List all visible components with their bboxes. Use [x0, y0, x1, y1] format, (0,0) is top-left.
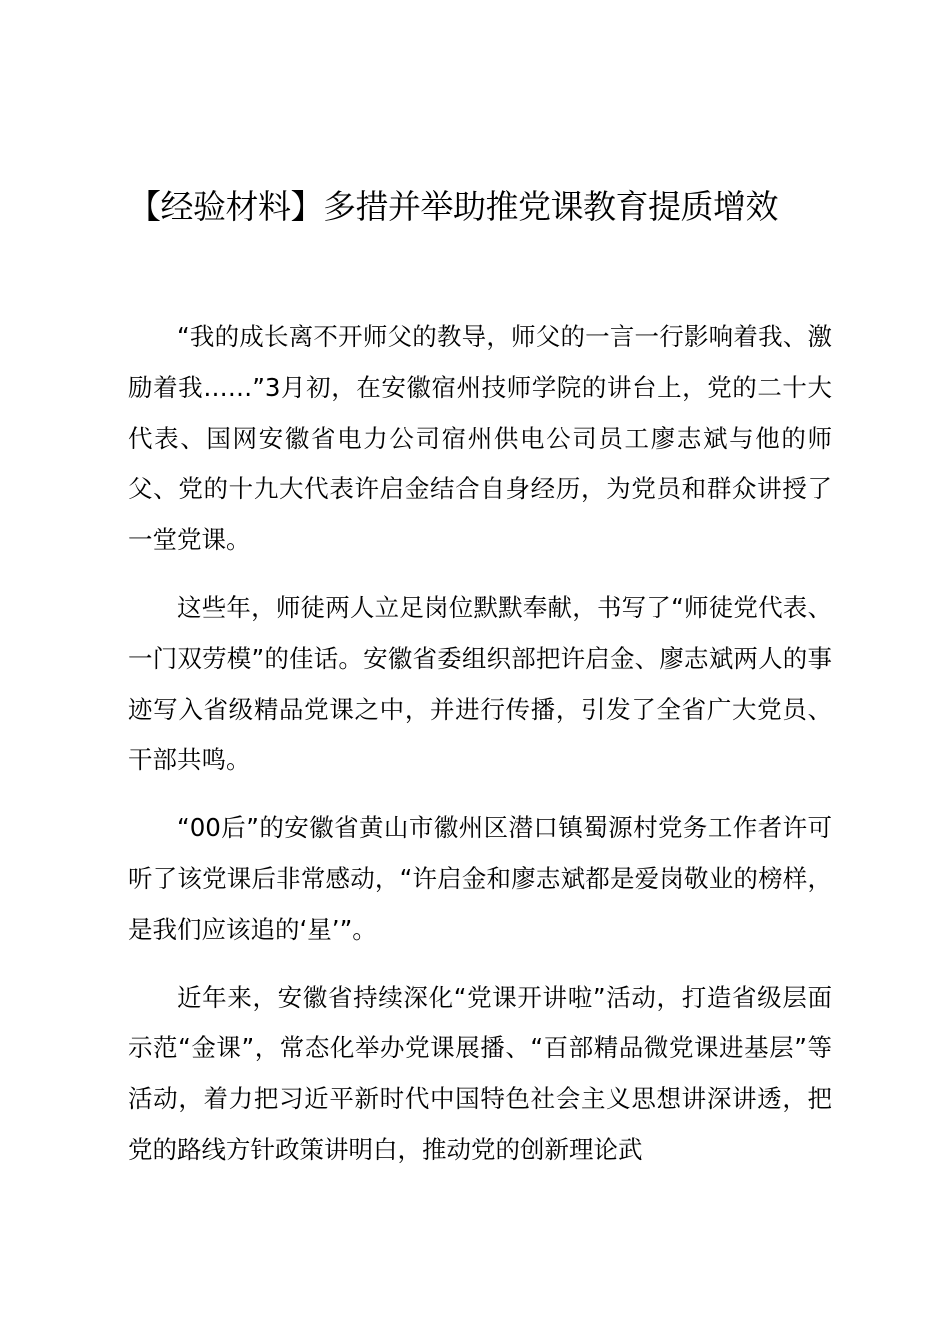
document-title: 【经验材料】多措并举助推党课教育提质增效 — [128, 187, 778, 226]
paragraph: 这些年，师徒两人立足岗位默默奉献，书写了“师徒党代表、一门双劳模”的佳话。安徽省委组织部把许启金、廖志斌两人的事迹写入省级精品党课之中，并进行传播，引发了全省广大党员、干部共鸣。 — [128, 592, 832, 775]
document-body — [128, 312, 832, 1193]
paragraph: “我的成长离不开师父的教导，师父的一言一行影响着我、激励着我……”3月初，在安徽宿州技师学院的讲台上，党的二十大代表、国网安徽省电力公司宿州供电公司员工廖志斌与他的师父、党的十九大代表许启金结合自身经历，为党员和群众讲授了一堂党课。 — [128, 322, 832, 555]
paragraph: “00后”的安徽省黄山市徽州区潜口镇蜀源村党务工作者许可听了该党课后非常感动，“许启金和廖志斌都是爱岗敬业的榜样，是我们应该追的‘星’”。 — [128, 813, 832, 944]
paragraph: 近年来，安徽省持续深化“党课开讲啦”活动，打造省级层面示范“金课”，常态化举办党课展播、“百部精品微党课进基层”等活动，着力把习近平新时代中国特色社会主义思想讲深讲透，把党的路线方针政策讲明白，推动党的创新理论武 — [128, 982, 832, 1164]
